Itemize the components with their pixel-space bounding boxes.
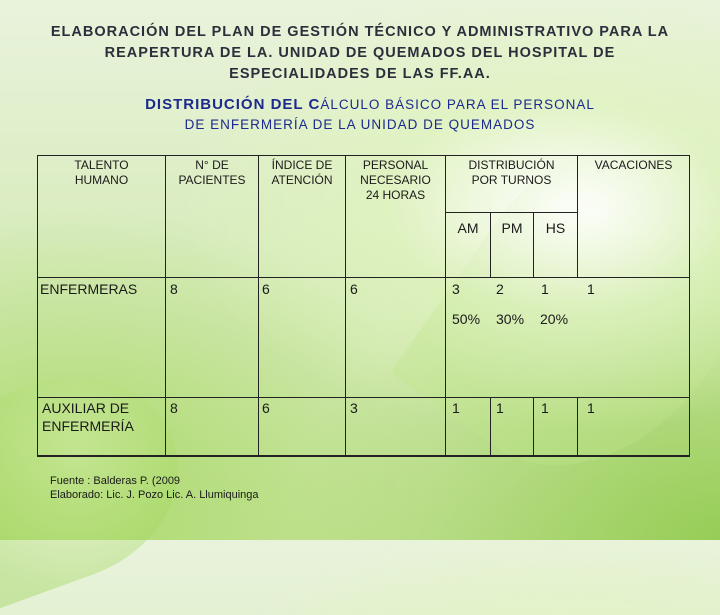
subtitle-line xyxy=(20,95,720,115)
header-talento-humano: TALENTO HUMANO xyxy=(74,158,129,187)
row-percentage-am: 50% xyxy=(452,311,481,327)
row-personal: 3 xyxy=(350,400,358,416)
header-pm: PM xyxy=(501,220,523,236)
footnote-elaborado: Elaborado: Lic. J. Pozo Lic. A. Llumiquinga xyxy=(50,489,259,501)
header-vacaciones: VACACIONES xyxy=(594,158,673,172)
row-indice: 6 xyxy=(262,281,270,297)
row-percentage-pm: 30% xyxy=(496,311,525,327)
row-pacientes: 8 xyxy=(170,281,178,297)
footnote-fuente: Fuente : Balderas P. (2009 xyxy=(50,475,181,487)
row-percentage-hs: 20% xyxy=(540,311,569,327)
title-line: REAPERTURA DE LA. UNIDAD DE QUEMADOS DEL HOSPITAL DE xyxy=(104,45,616,61)
header-hs: HS xyxy=(545,220,566,236)
header-personal-necesario: PERSONAL NECESARIO 24 HORAS xyxy=(360,158,431,202)
slide-subtitle xyxy=(0,95,720,135)
subtitle-rest: ÁLCULO BÁSICO PARA EL PERSONAL xyxy=(320,97,595,112)
row-hs: 1 xyxy=(541,400,549,416)
row-pacientes: 8 xyxy=(170,400,178,416)
row-vacaciones: 1 xyxy=(587,281,595,297)
row-pm: 1 xyxy=(496,400,504,416)
row-am: 3 xyxy=(452,281,460,297)
row-hs: 1 xyxy=(541,281,549,297)
subtitle-line: DE ENFERMERÍA DE LA UNIDAD DE QUEMADOS xyxy=(184,117,536,132)
header-indice-atencion: ÍNDICE DE ATENCIÓN xyxy=(271,158,333,187)
header-num-pacientes: N° DE PACIENTES xyxy=(178,158,246,187)
subtitle-bold: DISTRIBUCIÓN DEL C xyxy=(145,96,321,113)
row-vacaciones: 1 xyxy=(587,400,595,416)
row-am: 1 xyxy=(452,400,460,416)
row-talento: ENFERMERAS xyxy=(40,281,138,297)
slide-title xyxy=(0,22,720,85)
row-pm: 2 xyxy=(496,281,504,297)
title-line: ESPECIALIDADES DE LAS FF.AA. xyxy=(229,66,491,82)
table-footnote xyxy=(50,474,259,502)
header-distribucion-turnos: DISTRIBUCIÓN POR TURNOS xyxy=(468,158,555,187)
row-personal: 6 xyxy=(350,281,358,297)
header-am: AM xyxy=(457,220,479,236)
title-line: ELABORACIÓN DEL PLAN DE GESTIÓN TÉCNICO Y ADMINISTRATIVO PARA LA xyxy=(50,24,670,40)
row-talento: AUXILIAR DE ENFERMERÍA xyxy=(42,400,134,434)
row-indice: 6 xyxy=(262,400,270,416)
